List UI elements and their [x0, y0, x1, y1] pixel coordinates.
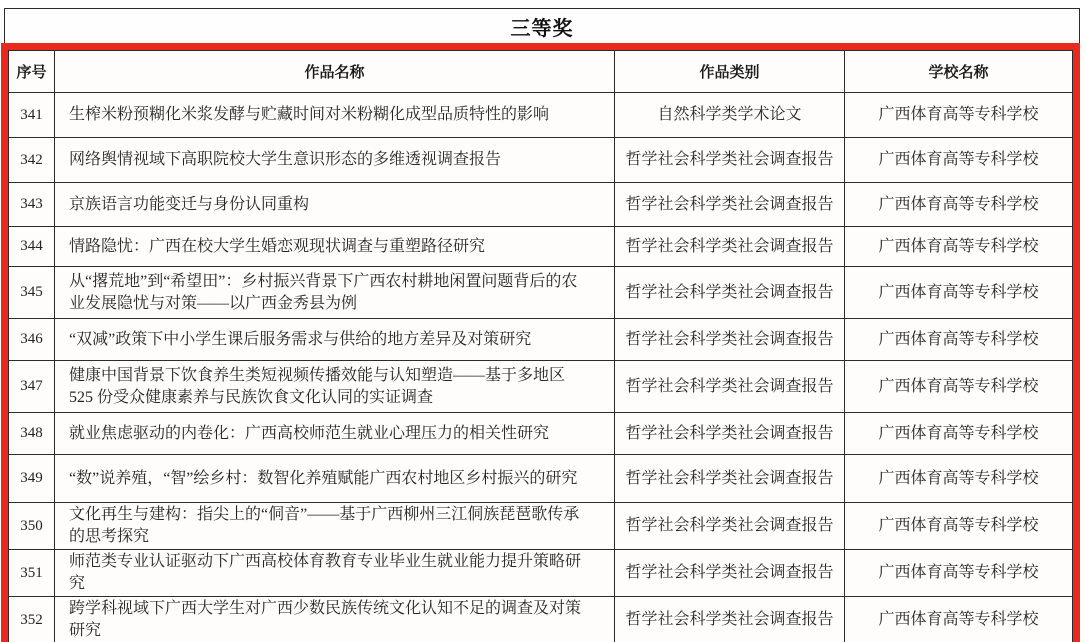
table-row [9, 597, 1073, 642]
col-header-category: 作品类别 [615, 51, 845, 93]
col-header-work-title: 作品名称 [55, 51, 615, 93]
work-title: 网络舆情视域下高职院校大学生意识形态的多维透视调查报告 [55, 138, 615, 183]
table-row [9, 267, 1073, 319]
awards-table [8, 50, 1073, 642]
work-category: 哲学社会科学类社会调查报告 [615, 138, 845, 183]
school-name: 广西体育高等专科学校 [845, 93, 1073, 138]
table-row [9, 550, 1073, 597]
header-row [9, 51, 1073, 93]
school-name: 广西体育高等专科学校 [845, 267, 1073, 319]
work-title: “数”说养殖，“智”绘乡村：数智化养殖赋能广西农村地区乡村振兴的研究 [55, 455, 615, 503]
table-row [9, 183, 1073, 227]
table-row [9, 227, 1073, 267]
work-title: 师范类专业认证驱动下广西高校体育教育专业毕业生就业能力提升策略研究 [55, 550, 615, 597]
col-header-school: 学校名称 [845, 51, 1073, 93]
table-row [9, 93, 1073, 138]
work-title: 健康中国背景下饮食养生类短视频传播效能与认知塑造——基于多地区 525 份受众健康素养与民族饮食文化认同的实证调查 [55, 361, 615, 413]
work-title: “双减”政策下中小学生课后服务需求与供给的地方差异及对策研究 [55, 319, 615, 361]
row-number: 343 [9, 183, 55, 227]
row-number: 350 [9, 503, 55, 550]
row-number: 349 [9, 455, 55, 503]
row-number: 342 [9, 138, 55, 183]
school-name: 广西体育高等专科学校 [845, 361, 1073, 413]
table-row [9, 319, 1073, 361]
school-name: 广西体育高等专科学校 [845, 138, 1073, 183]
work-category: 哲学社会科学类社会调查报告 [615, 413, 845, 455]
work-title: 京族语言功能变迁与身份认同重构 [55, 183, 615, 227]
school-name: 广西体育高等专科学校 [845, 550, 1073, 597]
table-row [9, 503, 1073, 550]
school-name: 广西体育高等专科学校 [845, 413, 1073, 455]
work-category: 哲学社会科学类社会调查报告 [615, 455, 845, 503]
school-name: 广西体育高等专科学校 [845, 227, 1073, 267]
table-row [9, 455, 1073, 503]
row-number: 352 [9, 597, 55, 642]
school-name: 广西体育高等专科学校 [845, 455, 1073, 503]
row-number: 344 [9, 227, 55, 267]
table-row [9, 138, 1073, 183]
table-row [9, 361, 1073, 413]
table-row [9, 413, 1073, 455]
row-number: 348 [9, 413, 55, 455]
row-number: 345 [9, 267, 55, 319]
prize-section-header [4, 8, 1080, 43]
col-header-no: 序号 [9, 51, 55, 93]
work-category: 哲学社会科学类社会调查报告 [615, 361, 845, 413]
red-highlight-border [1, 43, 1080, 642]
row-number: 347 [9, 361, 55, 413]
work-category: 哲学社会科学类社会调查报告 [615, 550, 845, 597]
document-page [0, 8, 1086, 642]
work-title: 就业焦虑驱动的内卷化：广西高校师范生就业心理压力的相关性研究 [55, 413, 615, 455]
work-category: 哲学社会科学类社会调查报告 [615, 503, 845, 550]
work-category: 自然科学类学术论文 [615, 93, 845, 138]
work-title: 生榨米粉预糊化米浆发酵与贮藏时间对米粉糊化成型品质特性的影响 [55, 93, 615, 138]
work-title: 从“撂荒地”到“希望田”：乡村振兴背景下广西农村耕地闲置问题背后的农业发展隐忧与对策——以广西金秀县为例 [55, 267, 615, 319]
prize-title: 三等奖 [510, 17, 574, 40]
school-name: 广西体育高等专科学校 [845, 503, 1073, 550]
work-category: 哲学社会科学类社会调查报告 [615, 267, 845, 319]
work-category: 哲学社会科学类社会调查报告 [615, 319, 845, 361]
row-number: 346 [9, 319, 55, 361]
school-name: 广西体育高等专科学校 [845, 183, 1073, 227]
work-category: 哲学社会科学类社会调查报告 [615, 227, 845, 267]
work-title: 文化再生与建构：指尖上的“侗音”——基于广西柳州三江侗族琵琶歌传承的思考探究 [55, 503, 615, 550]
row-number: 341 [9, 93, 55, 138]
work-title: 跨学科视域下广西大学生对广西少数民族传统文化认知不足的调查及对策研究 [55, 597, 615, 642]
row-number: 351 [9, 550, 55, 597]
school-name: 广西体育高等专科学校 [845, 319, 1073, 361]
school-name: 广西体育高等专科学校 [845, 597, 1073, 642]
work-category: 哲学社会科学类社会调查报告 [615, 183, 845, 227]
work-category: 哲学社会科学类社会调查报告 [615, 597, 845, 642]
work-title: 情路隐忧：广西在校大学生婚恋观现状调查与重塑路径研究 [55, 227, 615, 267]
